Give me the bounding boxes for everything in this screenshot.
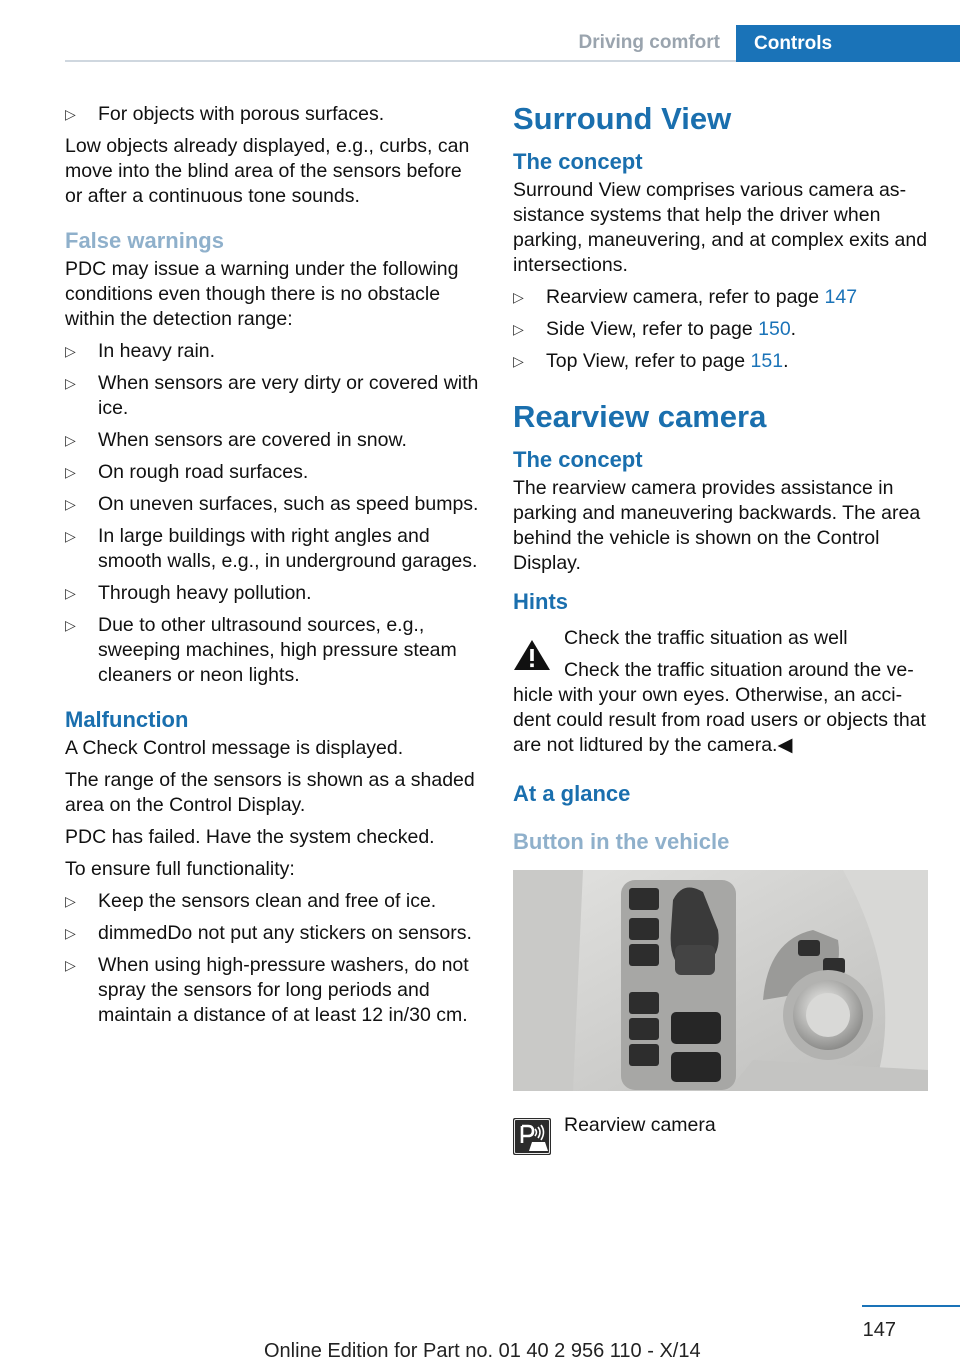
page-number: 147 [862, 1319, 896, 1341]
list-item: ▷ Rearview camera, refer to page 147 [513, 286, 858, 308]
list-item: ▷ On uneven surfaces, such as speed bumps. [65, 493, 479, 515]
triangle-bullet-icon: ▷ [513, 353, 524, 369]
paragraph: Surround View comprises various camera assistance systems that help the driver when parking, maneuvering, and at complex exits and intersections. [513, 179, 928, 276]
triangle-bullet-icon: ▷ [65, 343, 76, 359]
list-item: ▷ Through heavy pollution. [65, 582, 312, 604]
page-link[interactable]: 150 [758, 318, 791, 340]
list-item: ▷ On rough road surfaces. [65, 461, 309, 483]
triangle-bullet-icon: ▷ [513, 321, 524, 337]
triangle-bullet-icon: ▷ [65, 106, 76, 122]
page-link[interactable]: 151 [750, 350, 784, 372]
button-in-vehicle-heading: Button in the vehicle [513, 829, 730, 854]
false-warnings-list [65, 339, 481, 688]
triangle-bullet-icon: ▷ [65, 957, 76, 973]
triangle-bullet-icon: ▷ [513, 289, 524, 305]
list-item: ▷ dimmedDo not put any stickers on sensors. [65, 922, 472, 944]
list-item: ▷ For objects with porous surfaces. [65, 103, 385, 125]
triangle-bullet-icon: ▷ [65, 925, 76, 941]
list-item: ▷ In large buildings with right angles and smooth walls, e.g., in underground garages. [65, 525, 478, 572]
edition-note: Online Edition for Part no. 01 40 2 956 110 - X/14 [264, 1340, 701, 1362]
at-a-glance-heading: At a glance [513, 781, 631, 806]
right-column [513, 100, 933, 1153]
triangle-bullet-icon: ▷ [65, 375, 76, 391]
concept-heading: The concept [513, 447, 643, 472]
list-item: ▷ When sensors are covered in snow. [65, 429, 407, 451]
list-item: ▷ Top View, refer to page 151. [513, 350, 789, 372]
false-warnings-heading: False warnings [65, 228, 224, 253]
header-section-title: Driving comfort [578, 32, 720, 53]
triangle-bullet-icon: ▷ [65, 617, 76, 633]
list-item: ▷ Keep the sensors clean and free of ice. [65, 890, 437, 912]
warning-triangle-icon [513, 638, 551, 672]
paragraph: PDC may issue a warning under the following conditions even though there is no obstacle within the detection range: [65, 258, 459, 330]
rearview-camera-label: Rearview camera [564, 1114, 716, 1136]
center-console-photo [513, 870, 928, 1091]
list-item: ▷ When using high-pressure washers, do not spray the sensors for long periods and maintain a distance of at least 12 in/30 cm. [65, 954, 469, 1026]
triangle-bullet-icon: ▷ [65, 893, 76, 909]
page-link[interactable]: 147 [824, 286, 858, 308]
hints-heading: Hints [513, 589, 568, 614]
footer-rule [862, 1305, 960, 1307]
list-item: ▷ When sensors are very dirty or covered with ice. [65, 372, 479, 419]
warning-text: Check the traffic situation around the vehicle with your own eyes. Otherwise, an accident could result from road users or objects that are not lidtured by the camera.◀ [513, 659, 926, 756]
triangle-bullet-icon: ▷ [65, 585, 76, 601]
surround-view-heading: Surround View [513, 101, 732, 136]
paragraph: The range of the sensors is shown as a shaded area on the Control Display. [65, 769, 475, 816]
header-chapter-tab: Controls [736, 25, 960, 62]
paragraph: To ensure full functionality: [65, 858, 295, 880]
triangle-bullet-icon: ▷ [65, 432, 76, 448]
list-item: ▷ In heavy rain. [65, 340, 216, 362]
list-item: ▷ Due to other ultrasound sources, e.g., sweeping machines, high pressure steam cleaners or neon lights. [65, 614, 457, 686]
paragraph: PDC has failed. Have the system checked. [65, 826, 435, 848]
porous-list [65, 102, 481, 127]
left-column [65, 102, 481, 1035]
warning-title: Check the traffic situation as well [564, 627, 848, 649]
list-item: ▷ Side View, refer to page 150. [513, 318, 797, 340]
concept-heading: The concept [513, 149, 643, 174]
paragraph: Low objects already displayed, e.g., curbs, can move into the blind area of the sensors before or after a continuous tone sounds. [65, 135, 470, 207]
warning-box [513, 626, 933, 758]
triangle-bullet-icon: ▷ [65, 464, 76, 480]
park-assist-camera-icon [513, 1118, 551, 1155]
surround-view-list [513, 285, 933, 374]
rearview-camera-heading: Rearview camera [513, 399, 767, 434]
center-console-illustration [513, 870, 928, 1091]
paragraph: The rearview camera provides assistance in parking and maneuvering backwards. The area behind the vehicle is shown on the Control Display. [513, 477, 921, 574]
paragraph: A Check Control message is displayed. [65, 737, 404, 759]
triangle-bullet-icon: ▷ [65, 496, 76, 512]
malfunction-heading: Malfunction [65, 707, 189, 732]
triangle-bullet-icon: ▷ [65, 528, 76, 544]
functionality-list [65, 889, 481, 1028]
rearview-camera-button-legend [513, 1113, 933, 1153]
